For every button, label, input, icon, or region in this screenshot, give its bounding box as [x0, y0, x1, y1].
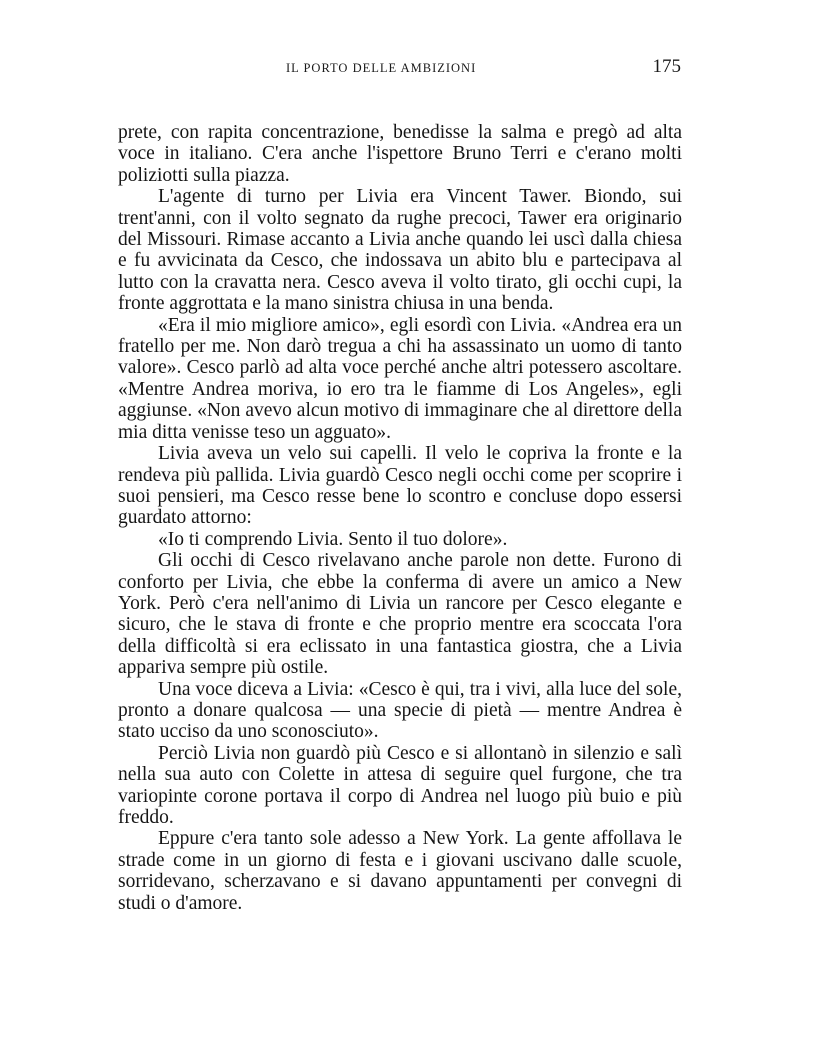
paragraph-4: Livia aveva un velo sui capelli. Il velo le copriva la fronte e la rendeva più pallida. Livia guardò Cesco negli occhi come per scoprire i suoi pensieri, ma Cesco resse bene lo scontro e concluse dopo essersi guardato attorno:	[118, 443, 682, 529]
paragraph-5: «Io ti comprendo Livia. Sento il tuo dolore».	[158, 528, 508, 550]
paragraph-9: Eppure c'era tanto sole adesso a New York. La gente affollava le strade come in un giorno di festa e i giovani uscivano dalle scuole, sorridevano, scherzavano e si davano appuntamenti per convegni di studi o d'amore.	[118, 828, 682, 914]
running-head	[118, 56, 683, 80]
paragraph-1: prete, con rapita concentrazione, benedisse la salma e pregò ad alta voce in italiano. C'era anche l'ispettore Bruno Terri e c'erano molti poliziotti sulla piazza.	[118, 122, 682, 186]
paragraph-3: «Era il mio migliore amico», egli esordì con Livia. «Andrea era un fratello per me. Non darò tregua a chi ha assassinato un uomo di tanto valore». Cesco parlò ad alta voce perché anche altri potessero ascoltare. «Mentre Andrea moriva, io ero tra le fiamme di Los Angeles», egli aggiunse. «Non avevo alcun motivo di immaginare che al direttore della mia ditta venisse teso un agguato».	[118, 314, 682, 443]
paragraph-7: Una voce diceva a Livia: «Cesco è qui, tra i vivi, alla luce del sole, pronto a donare qualcosa — una specie di pietà — mentre Andrea è stato ucciso da uno sconosciuto».	[118, 678, 682, 743]
paragraph-6: Gli occhi di Cesco rivelavano anche parole non dette. Furono di conforto per Livia, che ebbe la conferma di avere un amico a New York. Però c'era nell'animo di Livia un rancore per Cesco elegante e sicuro, che le stava di fronte e che proprio mentre era scoccata l'ora della difficoltà si era eclissato in una fantastica giostra, che a Livia appariva sempre più ostile.	[118, 550, 682, 679]
running-title: IL PORTO DELLE AMBIZIONI	[286, 61, 477, 75]
body-text	[118, 122, 682, 914]
page-number: 175	[652, 56, 681, 77]
paragraph-2: L'agente di turno per Livia era Vincent Tawer. Biondo, sui trent'anni, con il volto segnato da rughe precoci, Tawer era originario del Missouri. Rimase accanto a Livia anche quando lei uscì dalla chiesa e fu avvicinata da Cesco, che indossava un abito blu e partecipava al lutto con la cravatta nera. Cesco aveva il volto tirato, gli occhi cupi, la fronte aggrottata e la mano sinistra chiusa in una benda.	[118, 186, 682, 315]
paragraph-8: Perciò Livia non guardò più Cesco e si allontanò in silenzio e salì nella sua auto con Colette in attesa di seguire quel furgone, che tra variopinte corone portava il corpo di Andrea nel luogo più buio e più freddo.	[118, 742, 682, 828]
